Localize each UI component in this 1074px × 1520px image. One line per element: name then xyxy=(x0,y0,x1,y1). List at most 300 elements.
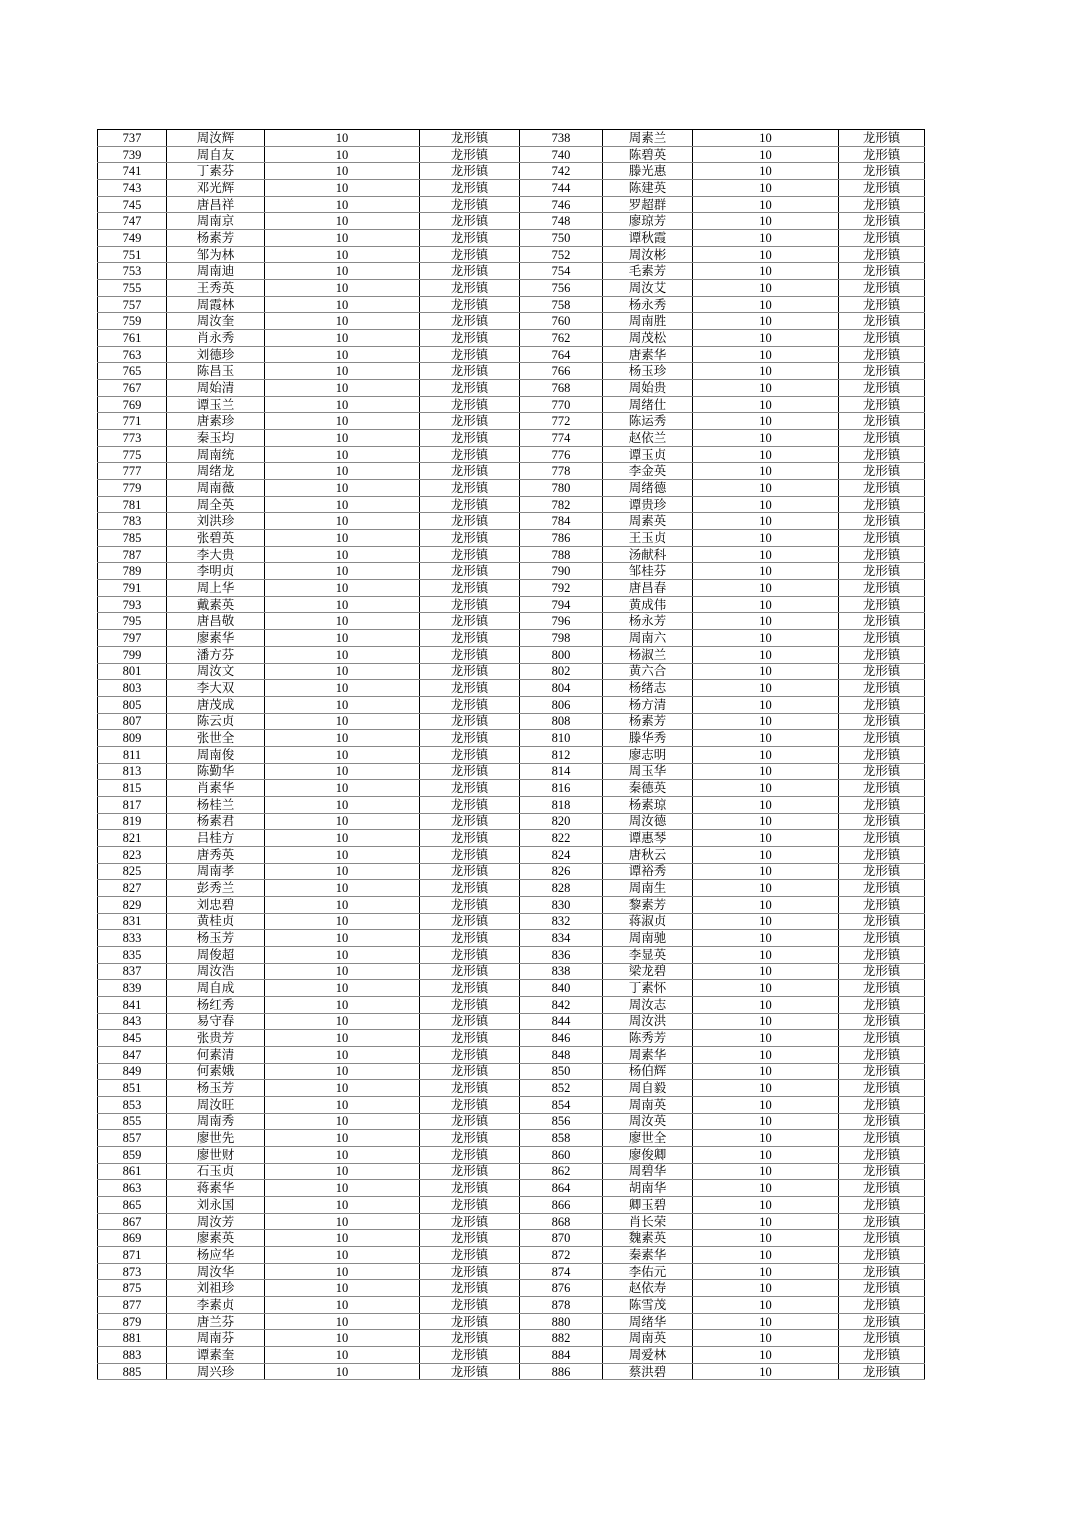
amount-cell: 10 xyxy=(265,1063,420,1080)
serial-number-cell: 842 xyxy=(520,996,603,1013)
amount-cell: 10 xyxy=(265,1163,420,1180)
amount-cell: 10 xyxy=(693,163,839,180)
town-cell: 龙形镇 xyxy=(839,563,925,580)
serial-number-cell: 803 xyxy=(98,680,167,697)
person-name-cell: 魏素英 xyxy=(603,1230,693,1247)
serial-number-cell: 874 xyxy=(520,1263,603,1280)
serial-number-cell: 758 xyxy=(520,296,603,313)
serial-number-cell: 778 xyxy=(520,463,603,480)
amount-cell: 10 xyxy=(693,996,839,1013)
serial-number-cell: 761 xyxy=(98,330,167,347)
town-cell: 龙形镇 xyxy=(420,630,520,647)
town-cell: 龙形镇 xyxy=(420,513,520,530)
table-row xyxy=(98,880,925,897)
town-cell: 龙形镇 xyxy=(420,846,520,863)
town-cell: 龙形镇 xyxy=(839,1130,925,1147)
amount-cell: 10 xyxy=(693,780,839,797)
person-name-cell: 谭秋霞 xyxy=(603,230,693,247)
serial-number-cell: 834 xyxy=(520,930,603,947)
amount-cell: 10 xyxy=(693,530,839,547)
town-cell: 龙形镇 xyxy=(420,880,520,897)
serial-number-cell: 869 xyxy=(98,1230,167,1247)
serial-number-cell: 827 xyxy=(98,880,167,897)
person-name-cell: 秦德英 xyxy=(603,780,693,797)
person-name-cell: 谭素奎 xyxy=(167,1347,265,1364)
person-name-cell: 周绪龙 xyxy=(167,463,265,480)
amount-cell: 10 xyxy=(265,963,420,980)
person-name-cell: 丁素怀 xyxy=(603,980,693,997)
serial-number-cell: 756 xyxy=(520,280,603,297)
amount-cell: 10 xyxy=(693,1046,839,1063)
town-cell: 龙形镇 xyxy=(839,346,925,363)
serial-number-cell: 740 xyxy=(520,146,603,163)
amount-cell: 10 xyxy=(693,213,839,230)
town-cell: 龙形镇 xyxy=(420,296,520,313)
table-row xyxy=(98,246,925,263)
table-row xyxy=(98,1230,925,1247)
table-row xyxy=(98,363,925,380)
serial-number-cell: 755 xyxy=(98,280,167,297)
amount-cell: 10 xyxy=(693,946,839,963)
amount-cell: 10 xyxy=(265,680,420,697)
person-name-cell: 张贵芳 xyxy=(167,1030,265,1047)
table-row xyxy=(98,1046,925,1063)
table-row xyxy=(98,1297,925,1314)
amount-cell: 10 xyxy=(265,630,420,647)
town-cell: 龙形镇 xyxy=(839,696,925,713)
amount-cell: 10 xyxy=(265,746,420,763)
person-name-cell: 邹为林 xyxy=(167,246,265,263)
town-cell: 龙形镇 xyxy=(839,246,925,263)
person-name-cell: 潘方芬 xyxy=(167,646,265,663)
serial-number-cell: 785 xyxy=(98,530,167,547)
amount-cell: 10 xyxy=(265,646,420,663)
person-name-cell: 周始贵 xyxy=(603,380,693,397)
serial-number-cell: 848 xyxy=(520,1046,603,1063)
serial-number-cell: 861 xyxy=(98,1163,167,1180)
serial-number-cell: 800 xyxy=(520,646,603,663)
town-cell: 龙形镇 xyxy=(420,180,520,197)
serial-number-cell: 868 xyxy=(520,1213,603,1230)
amount-cell: 10 xyxy=(265,1146,420,1163)
town-cell: 龙形镇 xyxy=(839,263,925,280)
table-row xyxy=(98,996,925,1013)
amount-cell: 10 xyxy=(265,1030,420,1047)
serial-number-cell: 871 xyxy=(98,1247,167,1264)
town-cell: 龙形镇 xyxy=(420,896,520,913)
person-name-cell: 周汝华 xyxy=(167,1263,265,1280)
serial-number-cell: 787 xyxy=(98,546,167,563)
town-cell: 龙形镇 xyxy=(420,1063,520,1080)
person-name-cell: 唐茂成 xyxy=(167,696,265,713)
amount-cell: 10 xyxy=(265,946,420,963)
amount-cell: 10 xyxy=(693,813,839,830)
amount-cell: 10 xyxy=(265,146,420,163)
table-row xyxy=(98,296,925,313)
person-name-cell: 秦玉均 xyxy=(167,430,265,447)
person-name-cell: 黄六合 xyxy=(603,663,693,680)
person-name-cell: 易守春 xyxy=(167,1013,265,1030)
town-cell: 龙形镇 xyxy=(420,1330,520,1347)
table-row xyxy=(98,813,925,830)
serial-number-cell: 753 xyxy=(98,263,167,280)
table-row xyxy=(98,396,925,413)
serial-number-cell: 873 xyxy=(98,1263,167,1280)
amount-cell: 10 xyxy=(265,930,420,947)
town-cell: 龙形镇 xyxy=(839,630,925,647)
town-cell: 龙形镇 xyxy=(839,330,925,347)
amount-cell: 10 xyxy=(265,413,420,430)
amount-cell: 10 xyxy=(265,496,420,513)
town-cell: 龙形镇 xyxy=(839,613,925,630)
person-name-cell: 黄成伟 xyxy=(603,596,693,613)
town-cell: 龙形镇 xyxy=(839,796,925,813)
person-name-cell: 周兴珍 xyxy=(167,1363,265,1380)
amount-cell: 10 xyxy=(265,430,420,447)
serial-number-cell: 818 xyxy=(520,796,603,813)
serial-number-cell: 765 xyxy=(98,363,167,380)
table-row xyxy=(98,146,925,163)
amount-cell: 10 xyxy=(693,963,839,980)
town-cell: 龙形镇 xyxy=(839,530,925,547)
amount-cell: 10 xyxy=(265,880,420,897)
person-name-cell: 谭惠琴 xyxy=(603,830,693,847)
amount-cell: 10 xyxy=(693,496,839,513)
person-name-cell: 杨桂兰 xyxy=(167,796,265,813)
serial-number-cell: 876 xyxy=(520,1280,603,1297)
amount-cell: 10 xyxy=(265,1130,420,1147)
amount-cell: 10 xyxy=(265,1297,420,1314)
town-cell: 龙形镇 xyxy=(420,163,520,180)
serial-number-cell: 737 xyxy=(98,130,167,147)
person-name-cell: 周自成 xyxy=(167,980,265,997)
town-cell: 龙形镇 xyxy=(420,663,520,680)
amount-cell: 10 xyxy=(265,913,420,930)
table-row xyxy=(98,463,925,480)
person-name-cell: 周南迪 xyxy=(167,263,265,280)
person-name-cell: 杨素琼 xyxy=(603,796,693,813)
town-cell: 龙形镇 xyxy=(839,746,925,763)
person-name-cell: 周始清 xyxy=(167,380,265,397)
serial-number-cell: 875 xyxy=(98,1280,167,1297)
town-cell: 龙形镇 xyxy=(839,1280,925,1297)
person-name-cell: 刘永国 xyxy=(167,1197,265,1214)
table-row xyxy=(98,1247,925,1264)
person-name-cell: 刘祖珍 xyxy=(167,1280,265,1297)
table-row xyxy=(98,596,925,613)
serial-number-cell: 866 xyxy=(520,1197,603,1214)
town-cell: 龙形镇 xyxy=(420,446,520,463)
serial-number-cell: 814 xyxy=(520,763,603,780)
serial-number-cell: 783 xyxy=(98,513,167,530)
amount-cell: 10 xyxy=(265,530,420,547)
person-name-cell: 杨绪志 xyxy=(603,680,693,697)
town-cell: 龙形镇 xyxy=(420,796,520,813)
person-name-cell: 陈勤华 xyxy=(167,763,265,780)
table-row xyxy=(98,480,925,497)
person-name-cell: 周南秀 xyxy=(167,1113,265,1130)
serial-number-cell: 830 xyxy=(520,896,603,913)
table-row xyxy=(98,413,925,430)
town-cell: 龙形镇 xyxy=(839,130,925,147)
amount-cell: 10 xyxy=(693,1263,839,1280)
table-row xyxy=(98,763,925,780)
town-cell: 龙形镇 xyxy=(839,830,925,847)
person-name-cell: 周南英 xyxy=(603,1096,693,1113)
serial-number-cell: 789 xyxy=(98,563,167,580)
serial-number-cell: 812 xyxy=(520,746,603,763)
serial-number-cell: 833 xyxy=(98,930,167,947)
serial-number-cell: 846 xyxy=(520,1030,603,1047)
town-cell: 龙形镇 xyxy=(839,930,925,947)
amount-cell: 10 xyxy=(265,696,420,713)
amount-cell: 10 xyxy=(693,580,839,597)
amount-cell: 10 xyxy=(265,1080,420,1097)
town-cell: 龙形镇 xyxy=(839,1263,925,1280)
serial-number-cell: 856 xyxy=(520,1113,603,1130)
person-name-cell: 黎素芳 xyxy=(603,896,693,913)
table-row xyxy=(98,163,925,180)
town-cell: 龙形镇 xyxy=(839,163,925,180)
table-row xyxy=(98,863,925,880)
town-cell: 龙形镇 xyxy=(420,463,520,480)
person-name-cell: 汤献科 xyxy=(603,546,693,563)
town-cell: 龙形镇 xyxy=(839,663,925,680)
serial-number-cell: 794 xyxy=(520,596,603,613)
person-name-cell: 周汝奎 xyxy=(167,313,265,330)
person-name-cell: 唐秋云 xyxy=(603,846,693,863)
amount-cell: 10 xyxy=(265,480,420,497)
table-row xyxy=(98,330,925,347)
town-cell: 龙形镇 xyxy=(420,1280,520,1297)
table-row xyxy=(98,313,925,330)
town-cell: 龙形镇 xyxy=(420,1013,520,1030)
person-name-cell: 杨淑兰 xyxy=(603,646,693,663)
person-name-cell: 周南生 xyxy=(603,880,693,897)
town-cell: 龙形镇 xyxy=(839,463,925,480)
town-cell: 龙形镇 xyxy=(420,1030,520,1047)
serial-number-cell: 792 xyxy=(520,580,603,597)
table-row xyxy=(98,530,925,547)
town-cell: 龙形镇 xyxy=(420,730,520,747)
amount-cell: 10 xyxy=(265,163,420,180)
amount-cell: 10 xyxy=(693,1130,839,1147)
amount-cell: 10 xyxy=(693,1030,839,1047)
person-name-cell: 何素清 xyxy=(167,1046,265,1063)
serial-number-cell: 843 xyxy=(98,1013,167,1030)
amount-cell: 10 xyxy=(265,1313,420,1330)
amount-cell: 10 xyxy=(693,1013,839,1030)
person-name-cell: 唐昌祥 xyxy=(167,196,265,213)
amount-cell: 10 xyxy=(693,830,839,847)
person-name-cell: 谭裕秀 xyxy=(603,863,693,880)
person-name-cell: 周汝德 xyxy=(603,813,693,830)
town-cell: 龙形镇 xyxy=(839,580,925,597)
town-cell: 龙形镇 xyxy=(839,146,925,163)
table-row xyxy=(98,1163,925,1180)
amount-cell: 10 xyxy=(693,1247,839,1264)
person-name-cell: 陈云贞 xyxy=(167,713,265,730)
table-row xyxy=(98,663,925,680)
table-row xyxy=(98,1013,925,1030)
person-name-cell: 周爱林 xyxy=(603,1347,693,1364)
person-name-cell: 杨伯辉 xyxy=(603,1063,693,1080)
serial-number-cell: 805 xyxy=(98,696,167,713)
person-name-cell: 蔡洪碧 xyxy=(603,1363,693,1380)
person-name-cell: 杨素芳 xyxy=(603,713,693,730)
amount-cell: 10 xyxy=(693,880,839,897)
person-name-cell: 周自友 xyxy=(167,146,265,163)
person-name-cell: 周南六 xyxy=(603,630,693,647)
amount-cell: 10 xyxy=(265,546,420,563)
amount-cell: 10 xyxy=(265,246,420,263)
town-cell: 龙形镇 xyxy=(420,146,520,163)
table-row xyxy=(98,1080,925,1097)
person-name-cell: 谭玉贞 xyxy=(603,446,693,463)
person-name-cell: 李素贞 xyxy=(167,1297,265,1314)
serial-number-cell: 804 xyxy=(520,680,603,697)
serial-number-cell: 852 xyxy=(520,1080,603,1097)
town-cell: 龙形镇 xyxy=(420,346,520,363)
amount-cell: 10 xyxy=(265,1363,420,1380)
town-cell: 龙形镇 xyxy=(839,1330,925,1347)
amount-cell: 10 xyxy=(693,730,839,747)
person-name-cell: 周绪德 xyxy=(603,480,693,497)
amount-cell: 10 xyxy=(693,330,839,347)
town-cell: 龙形镇 xyxy=(839,1297,925,1314)
town-cell: 龙形镇 xyxy=(420,313,520,330)
amount-cell: 10 xyxy=(693,296,839,313)
serial-number-cell: 836 xyxy=(520,946,603,963)
town-cell: 龙形镇 xyxy=(420,580,520,597)
table-row xyxy=(98,980,925,997)
amount-cell: 10 xyxy=(693,596,839,613)
town-cell: 龙形镇 xyxy=(420,1213,520,1230)
amount-cell: 10 xyxy=(265,563,420,580)
person-name-cell: 周汝英 xyxy=(603,1113,693,1130)
amount-cell: 10 xyxy=(693,263,839,280)
serial-number-cell: 883 xyxy=(98,1347,167,1364)
amount-cell: 10 xyxy=(265,1263,420,1280)
person-name-cell: 周霞林 xyxy=(167,296,265,313)
town-cell: 龙形镇 xyxy=(420,863,520,880)
person-name-cell: 滕华秀 xyxy=(603,730,693,747)
town-cell: 龙形镇 xyxy=(839,730,925,747)
serial-number-cell: 865 xyxy=(98,1197,167,1214)
person-name-cell: 刘忠碧 xyxy=(167,896,265,913)
serial-number-cell: 802 xyxy=(520,663,603,680)
amount-cell: 10 xyxy=(693,1347,839,1364)
amount-cell: 10 xyxy=(693,346,839,363)
serial-number-cell: 879 xyxy=(98,1313,167,1330)
table-row xyxy=(98,946,925,963)
town-cell: 龙形镇 xyxy=(839,513,925,530)
person-name-cell: 李金英 xyxy=(603,463,693,480)
serial-number-cell: 751 xyxy=(98,246,167,263)
serial-number-cell: 748 xyxy=(520,213,603,230)
person-name-cell: 周自毅 xyxy=(603,1080,693,1097)
town-cell: 龙形镇 xyxy=(420,1046,520,1063)
amount-cell: 10 xyxy=(693,546,839,563)
person-name-cell: 周汝志 xyxy=(603,996,693,1013)
serial-number-cell: 819 xyxy=(98,813,167,830)
serial-number-cell: 801 xyxy=(98,663,167,680)
table-row xyxy=(98,680,925,697)
person-name-cell: 杨方清 xyxy=(603,696,693,713)
amount-cell: 10 xyxy=(693,763,839,780)
town-cell: 龙形镇 xyxy=(839,763,925,780)
person-name-cell: 廖世先 xyxy=(167,1130,265,1147)
town-cell: 龙形镇 xyxy=(420,1146,520,1163)
serial-number-cell: 762 xyxy=(520,330,603,347)
person-name-cell: 彭秀兰 xyxy=(167,880,265,897)
town-cell: 龙形镇 xyxy=(420,530,520,547)
town-cell: 龙形镇 xyxy=(839,946,925,963)
amount-cell: 10 xyxy=(265,663,420,680)
table-row xyxy=(98,430,925,447)
serial-number-cell: 824 xyxy=(520,846,603,863)
table-row xyxy=(98,513,925,530)
table-row xyxy=(98,630,925,647)
person-name-cell: 陈运秀 xyxy=(603,413,693,430)
person-name-cell: 周汝旺 xyxy=(167,1096,265,1113)
amount-cell: 10 xyxy=(693,696,839,713)
serial-number-cell: 884 xyxy=(520,1347,603,1364)
person-name-cell: 卿玉碧 xyxy=(603,1197,693,1214)
amount-cell: 10 xyxy=(265,296,420,313)
person-name-cell: 杨永秀 xyxy=(603,296,693,313)
town-cell: 龙形镇 xyxy=(839,996,925,1013)
serial-number-cell: 826 xyxy=(520,863,603,880)
person-name-cell: 周南俊 xyxy=(167,746,265,763)
table-body xyxy=(98,130,925,1380)
table-row xyxy=(98,1197,925,1214)
person-name-cell: 周南英 xyxy=(603,1330,693,1347)
serial-number-cell: 867 xyxy=(98,1213,167,1230)
town-cell: 龙形镇 xyxy=(839,1096,925,1113)
town-cell: 龙形镇 xyxy=(420,263,520,280)
table-row xyxy=(98,1180,925,1197)
person-name-cell: 赵依寿 xyxy=(603,1280,693,1297)
table-row xyxy=(98,746,925,763)
amount-cell: 10 xyxy=(265,996,420,1013)
amount-cell: 10 xyxy=(265,713,420,730)
serial-number-cell: 777 xyxy=(98,463,167,480)
amount-cell: 10 xyxy=(265,380,420,397)
amount-cell: 10 xyxy=(265,396,420,413)
person-name-cell: 肖长荣 xyxy=(603,1213,693,1230)
town-cell: 龙形镇 xyxy=(420,396,520,413)
person-name-cell: 廖世财 xyxy=(167,1146,265,1163)
town-cell: 龙形镇 xyxy=(420,413,520,430)
person-name-cell: 周碧华 xyxy=(603,1163,693,1180)
person-name-cell: 刘洪珍 xyxy=(167,513,265,530)
person-name-cell: 李大双 xyxy=(167,680,265,697)
town-cell: 龙形镇 xyxy=(839,1313,925,1330)
person-name-cell: 唐素珍 xyxy=(167,413,265,430)
person-name-cell: 杨素君 xyxy=(167,813,265,830)
town-cell: 龙形镇 xyxy=(839,896,925,913)
table-row xyxy=(98,913,925,930)
person-name-cell: 周玉华 xyxy=(603,763,693,780)
person-name-cell: 丁素芬 xyxy=(167,163,265,180)
amount-cell: 10 xyxy=(265,830,420,847)
table-row xyxy=(98,613,925,630)
serial-number-cell: 858 xyxy=(520,1130,603,1147)
person-name-cell: 谭贵珍 xyxy=(603,496,693,513)
amount-cell: 10 xyxy=(265,1113,420,1130)
person-name-cell: 李明贞 xyxy=(167,563,265,580)
